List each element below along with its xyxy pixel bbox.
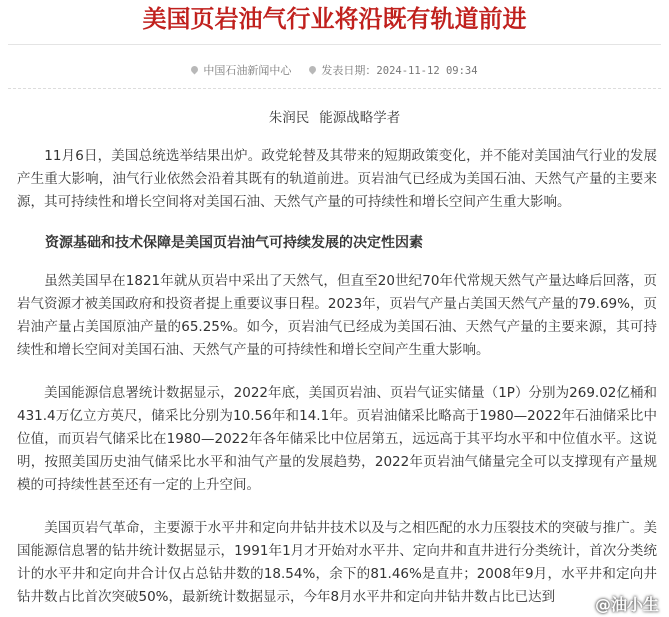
article-title: 美国页岩油气行业将沿既有轨道前进 — [142, 5, 527, 33]
paragraph: 美国能源信息署统计数据显示，2022年底，美国页岩油、页岩气证实储量（1P）分别为269.02亿桶和431.4万亿立方英尺，储采比分别为10.56年和14.1年。页岩油储采比略高于1980—2022年石油储采比中位值，而页岩气储采比在1980—2022年各年储采比中位居第五，远远高于其平均水平和中位值水平。这说明，按照美国历史油气储采比水平和油气产量的发展趋势，2022年页岩油气储量完全可以支撑现有产量规模的可持续性甚至还有一定的上升空间。 — [17, 385, 657, 493]
paragraph: 虽然美国早在1821年就从页岩中采出了天然气，但直至20世纪70年代常规天然气产量达峰后回落，页岩气资源才被美国政府和投资者提上重要议事日程。2023年，页岩气产量占美国天然气产量的79.69%，页岩油产量占美国原油产量的65.25%。如今，页岩油气已经成为美国石油、天然气产量的主要来源，其可持续性和增长空间对美国石油、天然气产量的可持续性和增长空间产生重大影响。 — [17, 273, 657, 358]
location-pin-icon — [190, 65, 200, 75]
paragraph: 美国页岩气革命，主要源于水平井和定向井钻井技术以及与之相匹配的水力压裂技术的突破与推广。美国能源信息署的钻井统计数据显示，1991年1月才开始对水平井、定向井和直井进行分类统计，首次分类统计的水平井和定向井合计仅占总钻井数的18.54%，余下的81.46%是直井；2008年9月，水平井和定向井钻井数占比首次突破50%，最新统计数据显示，今年8月水平井和定向井钻井数占比已达到 — [17, 520, 657, 605]
date-label: 发表日期： — [321, 64, 377, 77]
author-name: 朱润民 — [268, 110, 310, 126]
location-pin-icon — [308, 65, 318, 75]
publish-date: 2024-11-12 09:34 — [376, 65, 478, 77]
section-heading: 资源基础和技术保障是美国页岩油气可持续发展的决定性因素 — [45, 235, 423, 251]
author-line — [0, 106, 669, 126]
article-source[interactable]: 中国石油新闻中心 — [203, 64, 292, 77]
meta-divider — [8, 88, 661, 89]
watermark: @油小生 — [594, 595, 659, 614]
paragraph: 11月6日，美国总统选举结果出炉。政党轮替及其带来的短期政策变化，并不能对美国油气行业的发展产生重大影响，油气行业依然会沿着其既有的轨道前进。页岩油气已经成为美国石油、天然气产量的主要来源，其可持续性和增长空间将对美国石油、天然气产量的可持续性和增长空间产生重大影响。 — [17, 148, 657, 210]
title-divider — [8, 44, 661, 45]
article-meta — [0, 62, 669, 78]
author-title: 能源战略学者 — [319, 110, 401, 126]
